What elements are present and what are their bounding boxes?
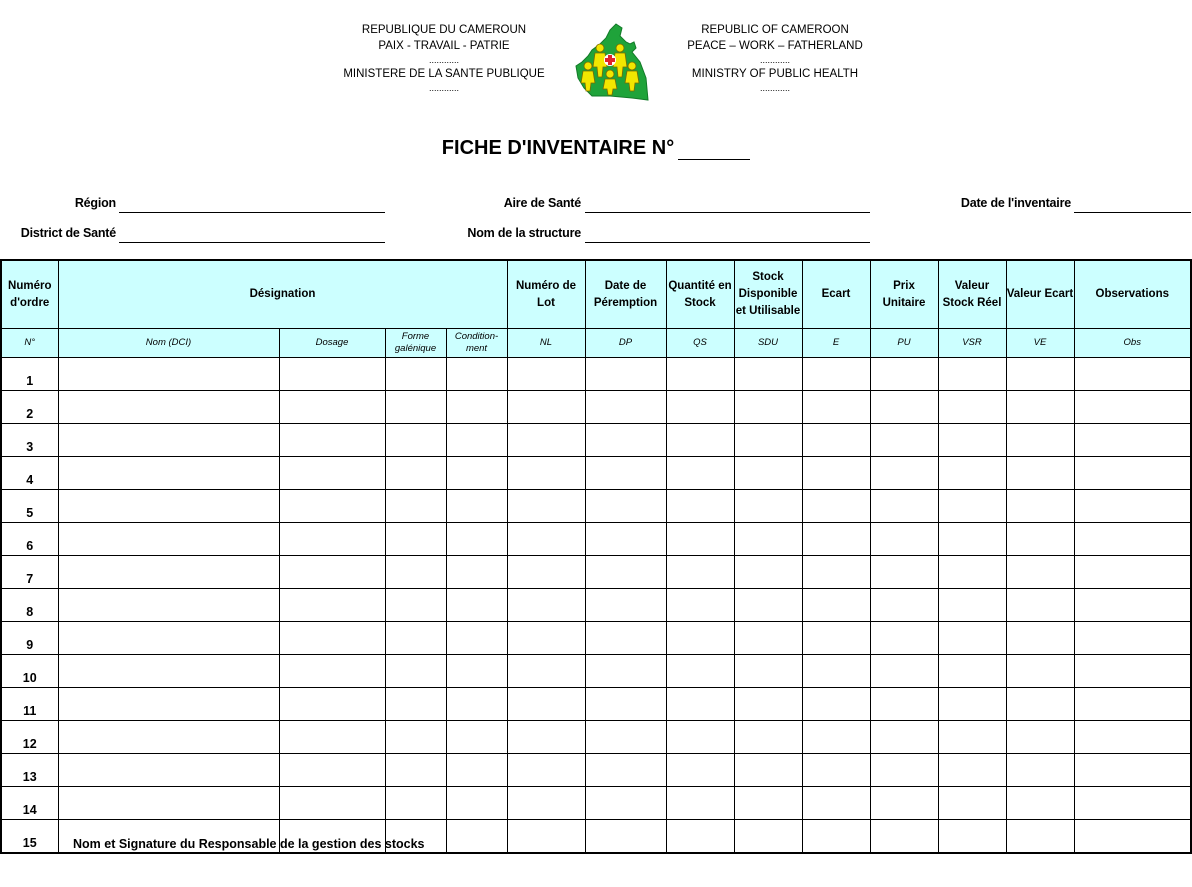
stock-disponible-cell[interactable] (734, 457, 802, 490)
stock-disponible-cell[interactable] (734, 391, 802, 424)
ecart-cell[interactable] (802, 457, 870, 490)
forme-cell[interactable] (385, 787, 446, 820)
conditionnement-cell[interactable] (446, 589, 507, 622)
valeur-stock-reel-cell[interactable] (938, 688, 1006, 721)
valeur-ecart-cell[interactable] (1006, 457, 1074, 490)
header-stock-disponible: Stock Disponible et Utilisable (734, 260, 802, 329)
conditionnement-cell[interactable] (446, 754, 507, 787)
prix-unitaire-cell[interactable] (870, 622, 938, 655)
valeur-stock-reel-cell[interactable] (938, 589, 1006, 622)
observations-cell[interactable] (1074, 787, 1191, 820)
separator-dots: ............ (428, 55, 459, 65)
quantite-stock-cell[interactable] (666, 787, 734, 820)
page-title (0, 137, 1192, 160)
quantite-stock-cell[interactable] (666, 457, 734, 490)
valeur-stock-reel-cell[interactable] (938, 721, 1006, 754)
stock-disponible-cell[interactable] (734, 358, 802, 391)
ecart-cell[interactable] (802, 589, 870, 622)
header-right (666, 22, 884, 94)
quantite-stock-cell[interactable] (666, 424, 734, 457)
ecart-cell[interactable] (802, 391, 870, 424)
valeur-ecart-cell[interactable] (1006, 754, 1074, 787)
stock-disponible-cell[interactable] (734, 820, 802, 854)
valeur-ecart-cell[interactable] (1006, 820, 1074, 854)
table-header-row (1, 260, 1191, 329)
valeur-ecart-cell[interactable] (1006, 523, 1074, 556)
nom-dci-cell[interactable] (58, 589, 279, 622)
observations-cell[interactable] (1074, 721, 1191, 754)
dosage-cell[interactable] (279, 358, 385, 391)
nom-dci-cell[interactable] (58, 787, 279, 820)
forme-cell[interactable] (385, 457, 446, 490)
numero-lot-cell[interactable] (507, 589, 585, 622)
stock-disponible-cell[interactable] (734, 523, 802, 556)
numero-lot-cell[interactable] (507, 556, 585, 589)
district-sante-field[interactable] (119, 241, 385, 243)
dosage-cell[interactable] (279, 424, 385, 457)
prix-unitaire-cell[interactable] (870, 556, 938, 589)
valeur-stock-reel-cell[interactable] (938, 820, 1006, 854)
subheader-ve: VE (1006, 329, 1074, 358)
row-number: 14 (1, 787, 58, 820)
separator-dots: ............ (428, 83, 459, 93)
table-row (1, 589, 1191, 622)
row-number: 7 (1, 556, 58, 589)
prix-unitaire-cell[interactable] (870, 490, 938, 523)
subheader-conditionnement: Condition-ment (446, 329, 507, 358)
date-peremption-cell[interactable] (585, 424, 666, 457)
aire-sante-label: Aire de Santé (503, 196, 581, 210)
row-number: 12 (1, 721, 58, 754)
stock-disponible-cell[interactable] (734, 787, 802, 820)
table-row (1, 622, 1191, 655)
subheader-nl: NL (507, 329, 585, 358)
valeur-ecart-cell[interactable] (1006, 391, 1074, 424)
forme-cell[interactable] (385, 655, 446, 688)
country-name-en: REPUBLIC OF CAMEROON (701, 24, 849, 36)
quantite-stock-cell[interactable] (666, 688, 734, 721)
date-peremption-cell[interactable] (585, 787, 666, 820)
prix-unitaire-cell[interactable] (870, 391, 938, 424)
date-peremption-cell[interactable] (585, 688, 666, 721)
date-inventaire-field[interactable] (1074, 211, 1191, 213)
nom-structure-label: Nom de la structure (467, 226, 581, 240)
observations-cell[interactable] (1074, 820, 1191, 854)
dosage-cell[interactable] (279, 721, 385, 754)
numero-lot-cell[interactable] (507, 457, 585, 490)
row-number: 13 (1, 754, 58, 787)
conditionnement-cell[interactable] (446, 721, 507, 754)
district-sante-label: District de Santé (20, 226, 116, 240)
numero-lot-cell[interactable] (507, 391, 585, 424)
valeur-stock-reel-cell[interactable] (938, 424, 1006, 457)
valeur-ecart-cell[interactable] (1006, 787, 1074, 820)
observations-cell[interactable] (1074, 655, 1191, 688)
dosage-cell[interactable] (279, 457, 385, 490)
valeur-stock-reel-cell[interactable] (938, 655, 1006, 688)
valeur-stock-reel-cell[interactable] (938, 622, 1006, 655)
nom-dci-cell[interactable] (58, 523, 279, 556)
valeur-ecart-cell[interactable] (1006, 424, 1074, 457)
observations-cell[interactable] (1074, 490, 1191, 523)
stock-disponible-cell[interactable] (734, 556, 802, 589)
table-row (1, 358, 1191, 391)
conditionnement-cell[interactable] (446, 688, 507, 721)
signature-label: Nom et Signature du Responsable de la gestion des stocks (73, 837, 425, 851)
inventory-number-field[interactable] (678, 140, 750, 160)
table-row (1, 523, 1191, 556)
valeur-stock-reel-cell[interactable] (938, 787, 1006, 820)
conditionnement-cell[interactable] (446, 622, 507, 655)
subheader-n: N° (1, 329, 58, 358)
aire-sante-field[interactable] (585, 211, 870, 213)
valeur-stock-reel-cell[interactable] (938, 523, 1006, 556)
quantite-stock-cell[interactable] (666, 820, 734, 854)
forme-cell[interactable] (385, 754, 446, 787)
numero-lot-cell[interactable] (507, 622, 585, 655)
separator-dots: ............ (759, 55, 790, 65)
subheader-dosage: Dosage (279, 329, 385, 358)
numero-lot-cell[interactable] (507, 358, 585, 391)
quantite-stock-cell[interactable] (666, 556, 734, 589)
date-peremption-cell[interactable] (585, 358, 666, 391)
prix-unitaire-cell[interactable] (870, 754, 938, 787)
nom-dci-cell[interactable] (58, 424, 279, 457)
numero-lot-cell[interactable] (507, 490, 585, 523)
prix-unitaire-cell[interactable] (870, 655, 938, 688)
motto-fr: PAIX - TRAVAIL - PATRIE (378, 40, 510, 52)
valeur-stock-reel-cell[interactable] (938, 358, 1006, 391)
conditionnement-cell[interactable] (446, 787, 507, 820)
ecart-cell[interactable] (802, 754, 870, 787)
quantite-stock-cell[interactable] (666, 655, 734, 688)
dosage-cell[interactable] (279, 754, 385, 787)
observations-cell[interactable] (1074, 424, 1191, 457)
row-number: 5 (1, 490, 58, 523)
numero-lot-cell[interactable] (507, 655, 585, 688)
conditionnement-cell[interactable] (446, 820, 507, 854)
numero-lot-cell[interactable] (507, 820, 585, 854)
valeur-stock-reel-cell[interactable] (938, 391, 1006, 424)
date-peremption-cell[interactable] (585, 754, 666, 787)
stock-disponible-cell[interactable] (734, 754, 802, 787)
country-name-fr: REPUBLIQUE DU CAMEROUN (361, 24, 527, 36)
header-left (330, 22, 558, 94)
subheader-vsr: VSR (938, 329, 1006, 358)
forme-cell[interactable] (385, 424, 446, 457)
forme-cell[interactable] (385, 721, 446, 754)
region-field[interactable] (119, 211, 385, 213)
prix-unitaire-cell[interactable] (870, 820, 938, 854)
quantite-stock-cell[interactable] (666, 358, 734, 391)
stock-disponible-cell[interactable] (734, 589, 802, 622)
nom-dci-cell[interactable] (58, 622, 279, 655)
stock-disponible-cell[interactable] (734, 721, 802, 754)
quantite-stock-cell[interactable] (666, 622, 734, 655)
valeur-stock-reel-cell[interactable] (938, 556, 1006, 589)
valeur-ecart-cell[interactable] (1006, 358, 1074, 391)
valeur-ecart-cell[interactable] (1006, 688, 1074, 721)
dosage-cell[interactable] (279, 787, 385, 820)
subheader-obs: Obs (1074, 329, 1191, 358)
title-text: FICHE D'INVENTAIRE N° (441, 137, 675, 159)
subheader-forme: Forme galénique (385, 329, 446, 358)
conditionnement-cell[interactable] (446, 424, 507, 457)
ministry-en: MINISTRY OF PUBLIC HEALTH (691, 68, 859, 80)
quantite-stock-cell[interactable] (666, 754, 734, 787)
date-peremption-cell[interactable] (585, 490, 666, 523)
nom-dci-cell[interactable] (58, 391, 279, 424)
table-row (1, 457, 1191, 490)
date-peremption-cell[interactable] (585, 721, 666, 754)
table-row (1, 424, 1191, 457)
numero-lot-cell[interactable] (507, 424, 585, 457)
nom-dci-cell[interactable] (58, 721, 279, 754)
valeur-ecart-cell[interactable] (1006, 556, 1074, 589)
nom-dci-cell[interactable] (58, 655, 279, 688)
forme-cell[interactable] (385, 358, 446, 391)
date-peremption-cell[interactable] (585, 391, 666, 424)
valeur-stock-reel-cell[interactable] (938, 490, 1006, 523)
table-row (1, 688, 1191, 721)
header-numero-ordre: Numéro d'ordre (1, 260, 58, 329)
row-number: 8 (1, 589, 58, 622)
ecart-cell[interactable] (802, 655, 870, 688)
quantite-stock-cell[interactable] (666, 721, 734, 754)
prix-unitaire-cell[interactable] (870, 787, 938, 820)
row-number: 9 (1, 622, 58, 655)
date-inventaire-label: Date de l'inventaire (960, 196, 1071, 210)
ecart-cell[interactable] (802, 820, 870, 854)
ecart-cell[interactable] (802, 523, 870, 556)
row-number: 4 (1, 457, 58, 490)
row-number: 1 (1, 358, 58, 391)
date-peremption-cell[interactable] (585, 622, 666, 655)
header-valeur-stock-reel: Valeur Stock Réel (938, 260, 1006, 329)
header-quantite-stock: Quantité en Stock (666, 260, 734, 329)
row-number: 10 (1, 655, 58, 688)
nom-dci-cell[interactable] (58, 556, 279, 589)
prix-unitaire-cell[interactable] (870, 721, 938, 754)
ecart-cell[interactable] (802, 556, 870, 589)
valeur-ecart-cell[interactable] (1006, 721, 1074, 754)
inventory-table (0, 259, 1192, 854)
ministry-fr: MINISTERE DE LA SANTE PUBLIQUE (343, 68, 545, 80)
subheader-dp: DP (585, 329, 666, 358)
subheader-qs: QS (666, 329, 734, 358)
stock-disponible-cell[interactable] (734, 424, 802, 457)
nom-dci-cell[interactable] (58, 457, 279, 490)
nom-dci-cell[interactable] (58, 688, 279, 721)
dosage-cell[interactable] (279, 391, 385, 424)
dosage-cell[interactable] (279, 688, 385, 721)
ecart-cell[interactable] (802, 721, 870, 754)
region-label: Région (74, 196, 116, 210)
row-number: 3 (1, 424, 58, 457)
prix-unitaire-cell[interactable] (870, 358, 938, 391)
nom-dci-cell[interactable] (58, 358, 279, 391)
table-row (1, 391, 1191, 424)
observations-cell[interactable] (1074, 688, 1191, 721)
header-valeur-ecart: Valeur Ecart (1006, 260, 1074, 329)
ecart-cell[interactable] (802, 490, 870, 523)
row-number: 6 (1, 523, 58, 556)
table-body (1, 358, 1191, 854)
quantite-stock-cell[interactable] (666, 523, 734, 556)
observations-cell[interactable] (1074, 754, 1191, 787)
forme-cell[interactable] (385, 490, 446, 523)
observations-cell[interactable] (1074, 457, 1191, 490)
forme-cell[interactable] (385, 622, 446, 655)
dosage-cell[interactable] (279, 589, 385, 622)
nom-structure-field[interactable] (585, 241, 870, 243)
dosage-cell[interactable] (279, 655, 385, 688)
subheader-nom-dci: Nom (DCI) (58, 329, 279, 358)
numero-lot-cell[interactable] (507, 688, 585, 721)
quantite-stock-cell[interactable] (666, 589, 734, 622)
observations-cell[interactable] (1074, 358, 1191, 391)
dosage-cell[interactable] (279, 523, 385, 556)
table-row (1, 490, 1191, 523)
observations-cell[interactable] (1074, 556, 1191, 589)
prix-unitaire-cell[interactable] (870, 589, 938, 622)
motto-en: PEACE – WORK – FATHERLAND (687, 40, 863, 52)
date-peremption-cell[interactable] (585, 589, 666, 622)
separator-dots: ............ (759, 83, 790, 93)
ecart-cell[interactable] (802, 358, 870, 391)
conditionnement-cell[interactable] (446, 391, 507, 424)
date-peremption-cell[interactable] (585, 820, 666, 854)
stock-disponible-cell[interactable] (734, 655, 802, 688)
ecart-cell[interactable] (802, 424, 870, 457)
header-designation: Désignation (58, 260, 507, 329)
cameroon-map-emblem-icon (570, 22, 650, 102)
dosage-cell[interactable] (279, 490, 385, 523)
table-row (1, 754, 1191, 787)
prix-unitaire-cell[interactable] (870, 457, 938, 490)
date-peremption-cell[interactable] (585, 457, 666, 490)
conditionnement-cell[interactable] (446, 655, 507, 688)
table-row (1, 556, 1191, 589)
numero-lot-cell[interactable] (507, 754, 585, 787)
dosage-cell[interactable] (279, 556, 385, 589)
observations-cell[interactable] (1074, 589, 1191, 622)
date-peremption-cell[interactable] (585, 556, 666, 589)
ecart-cell[interactable] (802, 622, 870, 655)
header-numero-lot: Numéro de Lot (507, 260, 585, 329)
conditionnement-cell[interactable] (446, 523, 507, 556)
nom-dci-cell[interactable] (58, 490, 279, 523)
conditionnement-cell[interactable] (446, 490, 507, 523)
stock-disponible-cell[interactable] (734, 622, 802, 655)
header-prix-unitaire: Prix Unitaire (870, 260, 938, 329)
numero-lot-cell[interactable] (507, 523, 585, 556)
observations-cell[interactable] (1074, 622, 1191, 655)
table-row (1, 721, 1191, 754)
header-ecart: Ecart (802, 260, 870, 329)
observations-cell[interactable] (1074, 391, 1191, 424)
forme-cell[interactable] (385, 556, 446, 589)
observations-cell[interactable] (1074, 523, 1191, 556)
valeur-stock-reel-cell[interactable] (938, 754, 1006, 787)
dosage-cell[interactable] (279, 622, 385, 655)
row-number: 11 (1, 688, 58, 721)
row-number: 2 (1, 391, 58, 424)
ecart-cell[interactable] (802, 787, 870, 820)
numero-lot-cell[interactable] (507, 787, 585, 820)
conditionnement-cell[interactable] (446, 556, 507, 589)
quantite-stock-cell[interactable] (666, 490, 734, 523)
valeur-stock-reel-cell[interactable] (938, 457, 1006, 490)
prix-unitaire-cell[interactable] (870, 688, 938, 721)
subheader-e: E (802, 329, 870, 358)
prix-unitaire-cell[interactable] (870, 523, 938, 556)
forme-cell[interactable] (385, 391, 446, 424)
ecart-cell[interactable] (802, 688, 870, 721)
stock-disponible-cell[interactable] (734, 490, 802, 523)
table-row (1, 787, 1191, 820)
subheader-sdu: SDU (734, 329, 802, 358)
subheader-pu: PU (870, 329, 938, 358)
forme-cell[interactable] (385, 589, 446, 622)
conditionnement-cell[interactable] (446, 358, 507, 391)
stock-disponible-cell[interactable] (734, 688, 802, 721)
date-peremption-cell[interactable] (585, 655, 666, 688)
date-peremption-cell[interactable] (585, 523, 666, 556)
table-subheader-row (1, 329, 1191, 358)
valeur-ecart-cell[interactable] (1006, 622, 1074, 655)
row-number: 15 (1, 820, 58, 854)
valeur-ecart-cell[interactable] (1006, 655, 1074, 688)
valeur-ecart-cell[interactable] (1006, 490, 1074, 523)
table-row (1, 655, 1191, 688)
forme-cell[interactable] (385, 523, 446, 556)
prix-unitaire-cell[interactable] (870, 424, 938, 457)
header-date-peremption: Date de Péremption (585, 260, 666, 329)
header-observations: Observations (1074, 260, 1191, 329)
nom-dci-cell[interactable] (58, 754, 279, 787)
forme-cell[interactable] (385, 688, 446, 721)
numero-lot-cell[interactable] (507, 721, 585, 754)
quantite-stock-cell[interactable] (666, 391, 734, 424)
conditionnement-cell[interactable] (446, 457, 507, 490)
valeur-ecart-cell[interactable] (1006, 589, 1074, 622)
